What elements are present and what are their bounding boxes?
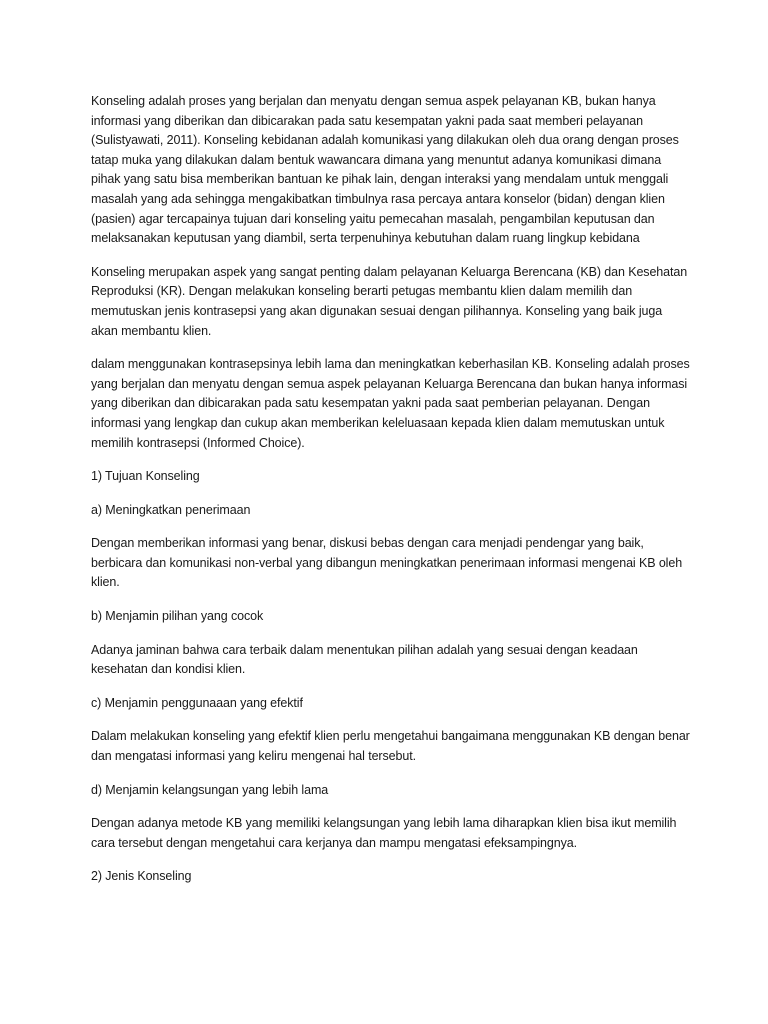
document-body [91,92,691,901]
paragraph-continuation: dalam menggunakan kontrasepsinya lebih lama dan meningkatkan keberhasilan KB. Konseling adalah proses yang berjalan dan menyatu dengan semua aspek pelayanan Keluarga Berencana dan bukan hanya informasi yang diberikan dan dibicarakan pada satu kesempatan yakni pada saat pemberian pelayanan. Dengan informasi yang lengkap dan cukup akan memberikan keleluasaan kepada klien dalam memutuskan untuk memilih kontrasepsi (Informed Choice). [91,357,690,450]
paragraph-a: Dengan memberikan informasi yang benar, diskusi bebas dengan cara menjadi pendengar yang baik, berbicara dan komunikasi non-verbal yang dibangun meningkatkan penerimaan informasi mengenai KB oleh klien. [91,536,683,590]
heading-tujuan-konseling: 1) Tujuan Konseling [91,469,200,484]
paragraph-c: Dalam melakukan konseling yang efektif klien perlu mengetahui bangaimana menggunakan KB dengan benar dan mengatasi informasi yang keliru mengenai hal tersebut. [91,729,690,764]
paragraph-d: Dengan adanya metode KB yang memiliki kelangsungan yang lebih lama diharapkan klien bisa ikut memilih cara tersebut dengan mengetahui cara kerjanya dan mampu mengatasi efeksampingnya. [91,816,677,850]
subheading-b: b) Menjamin pilihan yang cocok [91,609,264,624]
subheading-c: c) Menjamin penggunaaan yang efektif [91,695,303,710]
subheading-a: a) Meningkatkan penerimaan [91,502,251,517]
paragraph-importance: Konseling merupakan aspek yang sangat penting dalam pelayanan Keluarga Berencana (KB) dan Kesehatan Reproduksi (KR). Dengan melakukan konseling berarti petugas membantu klien dalam memilih dan memutuskan jenis kontrasepsi yang akan digunakan sesuai dengan pilihannya. Konseling yang baik juga akan membantu klien. [91,264,688,338]
subheading-d: d) Menjamin kelangsungan yang lebih lama [91,782,329,797]
paragraph-intro: Konseling adalah proses yang berjalan dan menyatu dengan semua aspek pelayanan KB, bukan hanya informasi yang diberikan dan dibicarakan pada satu kesempatan yakni pada saat memberi pelayanan (Sulistyawati, 2011). Konseling kebidanan adalah komunikasi yang dilakukan oleh dua orang dengan proses tatap muka yang dilakukan dalam bentuk wawancara dimana yang menuntut adanya komunikasi dimana pihak yang satu bisa memberikan bantuan ke pihak lain, dengan interaksi yang mendalam untuk menggali masalah yang ada sehingga mengakibatkan timbulnya rasa percaya antara konselor (bidan) dengan klien (pasien) agar tercapainya tujuan dari konseling yaitu pemecahan masalah, pengambilan keputusan dan melaksanakan keputusan yang diambil, serta terpenuhinya kebutuhan dalam ruang lingkup kebidana [91,94,679,246]
heading-jenis-konseling: 2) Jenis Konseling [91,869,192,884]
paragraph-b: Adanya jaminan bahwa cara terbaik dalam menentukan pilihan adalah yang sesuai dengan keadaan kesehatan dan kondisi klien. [91,642,638,677]
